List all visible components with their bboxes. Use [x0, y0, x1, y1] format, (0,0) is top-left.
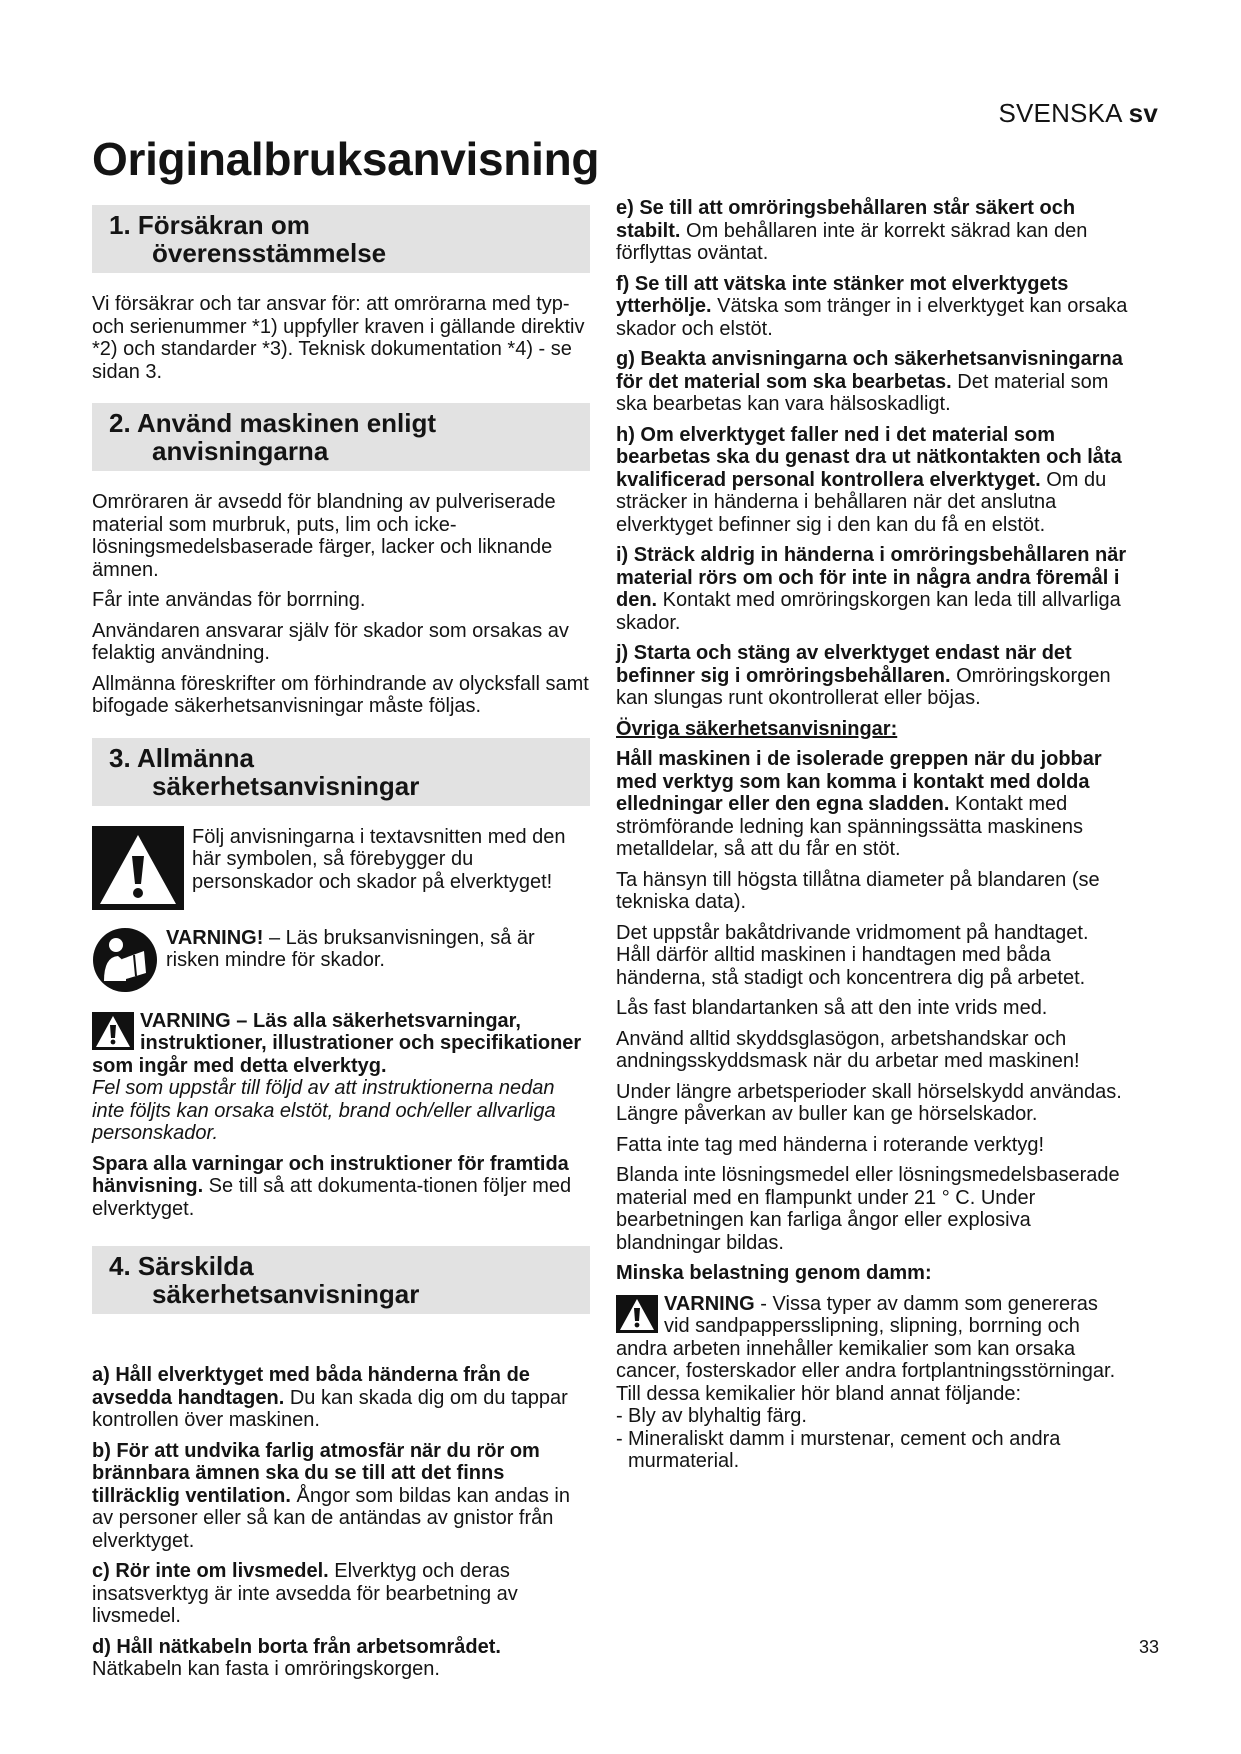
save-instructions: Spara alla varningar och instruktioner för framtida hänvisning. Se till så att dokumenta-tionen följer med elverktyget. [92, 1152, 572, 1220]
list-item: - Mineraliskt damm i murstenar, cement och andra murmaterial. [616, 1427, 1061, 1472]
other-safety-item: Lås fast blandartanken så att den inte vrids med. [616, 997, 1048, 1019]
right-column [616, 197, 1128, 1473]
rule-f: f) Se till att vätska inte stänker mot elverktygets ytterhölje. Vätska som tränger in i elverktyget kan orsaka skador och elstöt. [616, 272, 1128, 340]
read-manual-note: VARNING! – Läs bruksanvisningen, så är risken mindre för skador. [92, 927, 590, 998]
warning-triangle-icon [92, 1012, 134, 1055]
usage-paragraph: Får inte användas för borrning. [92, 589, 366, 611]
section-2-heading: 2. Använd maskinen enligt anvisningarna [92, 403, 590, 471]
section-4-heading: 4. Särskilda säkerhetsanvisningar [92, 1246, 590, 1314]
dust-heading: Minska belastning genom damm: [616, 1262, 932, 1284]
general-warning-block: VARNING – Läs alla säkerhetsvarningar, instruktioner, illustrationer och specifikationer som ingår med detta elverktyg. Fel som uppstår till följd av att instruktionerna nedan inte följts kan orsaka elstöt, brand och/eller allvarliga personskador. [92, 1009, 582, 1144]
other-safety-heading: Övriga säkerhetsanvisningar: [616, 717, 898, 740]
rule-j: j) Starta och stäng av elverktyget endast när det befinner sig i omröringsbehållaren. Omröringskorgen kan slungas runt okontrollerat eller böjas. [616, 642, 1111, 709]
page-number: 33 [1138, 1637, 1159, 1657]
rule-d: d) Håll nätkabeln borta från arbetsområdet. Nätkabeln kan fasta i omröringskorgen. [92, 1635, 501, 1680]
left-column [92, 205, 590, 1689]
read-manual-icon [92, 927, 158, 998]
rule-g: g) Beakta anvisningarna och säkerhetsanvisningarna för det material som ska bearbetas. Det material som ska bearbetas kan vara hälsoskadligt. [616, 348, 1123, 415]
section-1-heading: 1. Försäkran om överensstämmelse [92, 205, 590, 273]
rule-e: e) Se till att omröringsbehållaren står säkert och stabilt. Om behållaren inte är korrekt säkrad kan den förflyttas oväntat. [616, 197, 1088, 264]
rule-h: h) Om elverktyget faller ned i det material som bearbetas ska du genast dra ut nätkontakten och låta kvalificerad personal kontrollera elverktyget. Om du sträcker in händerna i behållaren när det anslutna elverktyget befinner sig i den kan du få en elstöt. [616, 423, 1122, 536]
usage-paragraph: Användaren ansvarar själv för skador som orsakas av felaktig användning. [92, 619, 569, 664]
page-title: Originalbruksanvisning [92, 133, 600, 185]
rule-i: i) Sträck aldrig in händerna i omröringsbehållaren när material rörs om och för inte in några andra föremål i den. Kontakt med omröringskorgen kan leda till allvarliga skador. [616, 544, 1127, 634]
other-safety-item: Fatta inte tag med händerna i roterande verktyg! [616, 1133, 1045, 1156]
list-item: - Bly av blyhaltig färg. [616, 1405, 807, 1427]
language-label: SVENSKA sv [998, 98, 1158, 128]
section-3-heading: 3. Allmänna säkerhetsanvisningar [92, 738, 590, 806]
rule-c: c) Rör inte om livsmedel. Elverktyg och deras insatsverktyg är inte avsedda för bearbetning av livsmedel. [92, 1560, 518, 1627]
warning-triangle-icon [616, 1295, 658, 1338]
declaration-text: Vi försäkrar och tar ansvar för: att omrörarna med typ- och serienummer *1) uppfyller kraven i gällande direktiv *2) och standarder *3). Teknisk dokumentation *4) - se sidan 3. [92, 293, 585, 383]
warning-symbol-note: Följ anvisningarna i textavsnitten med den här symbolen, så förebygger du personskador och skador på elverktyget! [92, 826, 590, 915]
other-safety-item: Under längre arbetsperioder skall hörselskydd användas. Längre påverkan av buller kan ge hörselskador. [616, 1080, 1122, 1125]
other-safety-item: Ta hänsyn till högsta tillåtna diameter på blandaren (se tekniska data). [616, 868, 1100, 913]
dust-warning-block: VARNING - Vissa typer av damm som genereras vid sandpappersslipning, slipning, borrning och andra arbeten innehåller kemikalier som kan orsaka cancer, fosterskador eller andra fortplantningsstörningar. Till dessa kemikalier hör bland annat följande: [616, 1292, 1116, 1405]
rule-b: b) För att undvika farlig atmosfär när du rör om brännbara ämnen ska du se till att det finns tillräcklig ventilation. Ångor som bildas kan andas in av personer eller så kan de antändas av gnistor från elverktyget. [92, 1439, 570, 1552]
usage-paragraph: Allmänna föreskrifter om förhindrande av olycksfall samt bifogade säkerhetsanvisningar måste följas. [92, 672, 589, 717]
warning-triangle-icon [92, 826, 184, 915]
usage-paragraph: Omröraren är avsedd för blandning av pulveriserade material som murbruk, puts, lim och icke-lösningsmedelsbaserade färger, lacker och liknande ämnen. [92, 491, 556, 581]
other-safety-item: Håll maskinen i de isolerade greppen när du jobbar med verktyg som kan komma i kontakt med dolda elledningar eller den egna sladden. Kontakt med strömförande ledning kan spänningssätta maskinens metalldelar, så att du får en stöt. [616, 748, 1102, 860]
rule-a: a) Håll elverktyget med båda händerna från de avsedda handtagen. Du kan skada dig om du tappar kontrollen över maskinen. [92, 1364, 568, 1431]
other-safety-item: Använd alltid skyddsglasögon, arbetshandskar och andningsskyddsmask när du arbetar med maskinen! [616, 1027, 1080, 1072]
other-safety-item: Det uppstår bakåtdrivande vridmoment på handtaget. Håll därför alltid maskinen i handtagen med båda händerna, stå stadigt och koncentrera dig på arbetet. [616, 921, 1089, 989]
other-safety-item: Blanda inte lösningsmedel eller lösningsmedelsbaserade material med en flampunkt under 21 ° C. Under bearbetningen kan farliga ångor eller explosiva blandningar bildas. [616, 1164, 1120, 1254]
